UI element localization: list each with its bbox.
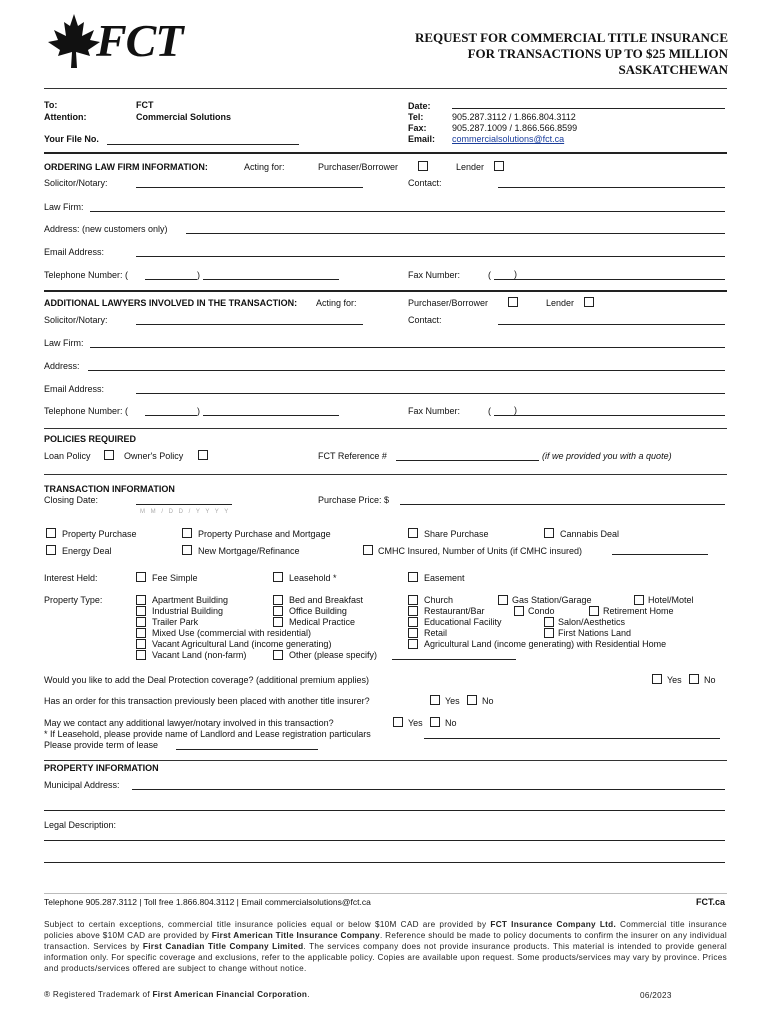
property-purchase-checkbox[interactable] xyxy=(46,528,56,538)
medical-checkbox[interactable] xyxy=(273,617,283,627)
energy-deal-checkbox[interactable] xyxy=(46,545,56,555)
to-value: FCT xyxy=(136,100,154,110)
previous-order-no-label: No xyxy=(482,696,494,706)
disclaimer-text-3: . Reference should be made to policy documents to confirm the insurer on any individual transaction. Services by xyxy=(44,931,728,951)
legal-description-field-line2[interactable] xyxy=(44,862,725,863)
section-divider xyxy=(44,152,727,154)
educational-label: Educational Facility xyxy=(424,617,502,627)
transaction-heading: TRANSACTION INFORMATION xyxy=(44,484,175,494)
attention-value: Commercial Solutions xyxy=(136,112,232,122)
ordering-contact-label: Contact: xyxy=(408,178,442,188)
additional-contact-label: Contact: xyxy=(408,315,442,325)
leasehold-checkbox[interactable] xyxy=(273,572,283,582)
deal-protection-yes-label: Yes xyxy=(667,675,682,685)
restaurant-checkbox[interactable] xyxy=(408,606,418,616)
logo-text: FCT xyxy=(96,15,183,66)
footer-site-link[interactable]: FCT.ca xyxy=(695,897,725,907)
tel-value: 905.287.3112 / 1.866.804.3112 xyxy=(452,112,576,122)
disclaimer-company-3: First Canadian Title Company Limited xyxy=(142,942,304,951)
vacant-ag-label: Vacant Agricultural Land (income generating) xyxy=(152,639,332,649)
condo-label: Condo xyxy=(528,606,555,616)
additional-area-code-field[interactable] xyxy=(145,415,197,416)
purchase-price-field[interactable] xyxy=(400,504,725,505)
retail-label: Retail xyxy=(424,628,448,638)
ordering-law-firm-field[interactable] xyxy=(90,211,725,212)
header-divider xyxy=(44,88,727,89)
additional-contact-field[interactable] xyxy=(498,324,725,325)
additional-purchaser-checkbox[interactable] xyxy=(508,297,518,307)
deal-protection-question: Would you like to add the Deal Protection coverage? (additional premium applies) xyxy=(44,675,370,685)
retirement-label: Retirement Home xyxy=(603,606,674,616)
hotel-label: Hotel/Motel xyxy=(648,595,694,605)
form-title-line1: REQUEST FOR COMMERCIAL TITLE INSURANCE xyxy=(414,30,728,45)
additional-acting-for: Acting for: xyxy=(316,298,357,308)
previous-order-no-checkbox[interactable] xyxy=(467,695,477,705)
ordering-contact-field[interactable] xyxy=(498,187,725,188)
share-purchase-label: Share Purchase xyxy=(424,529,489,539)
condo-checkbox[interactable] xyxy=(514,606,524,616)
retail-checkbox[interactable] xyxy=(408,628,418,638)
medical-label: Medical Practice xyxy=(289,617,356,627)
ordering-law-firm-label: Law Firm: xyxy=(44,202,84,212)
trailer-label: Trailer Park xyxy=(152,617,199,627)
first-nations-label: First Nations Land xyxy=(558,628,632,638)
retirement-checkbox[interactable] xyxy=(589,606,599,616)
vacant-land-checkbox[interactable] xyxy=(136,650,146,660)
restaurant-label: Restaurant/Bar xyxy=(424,606,485,616)
industrial-label: Industrial Building xyxy=(152,606,224,616)
policies-heading: POLICIES REQUIRED xyxy=(44,434,137,444)
apartment-label: Apartment Building xyxy=(152,595,229,605)
property-type-label: Property Type: xyxy=(44,595,103,605)
additional-email-label: Email Address: xyxy=(44,384,105,394)
additional-address-field[interactable] xyxy=(88,370,725,371)
other-specify-field[interactable] xyxy=(392,659,516,660)
leasehold-note: * If Leasehold, please provide name of Landlord and Lease registration particulars xyxy=(44,729,371,739)
bed-breakfast-checkbox[interactable] xyxy=(273,595,283,605)
contact-lawyer-no-checkbox[interactable] xyxy=(430,717,440,727)
vacant-land-label: Vacant Land (non-farm) xyxy=(152,650,247,660)
additional-lender-checkbox[interactable] xyxy=(584,297,594,307)
additional-solicitor-label: Solicitor/Notary: xyxy=(44,315,108,325)
educational-checkbox[interactable] xyxy=(408,617,418,627)
easement-label: Easement xyxy=(424,573,465,583)
trademark-company: First American Financial Corporation xyxy=(152,990,308,999)
property-heading: PROPERTY INFORMATION xyxy=(44,763,159,773)
ordering-email-field[interactable] xyxy=(136,256,725,257)
trademark-prefix: ® Registered Trademark of xyxy=(44,990,150,999)
additional-fax-paren-close: ) xyxy=(514,405,517,415)
fax-value: 905.287.1009 / 1.866.566.8599 xyxy=(452,123,578,133)
disclaimer-text-2: Commercial title insurance policies above $10M CAD are provided by xyxy=(44,920,728,940)
file-no-label: Your File No. xyxy=(44,134,99,144)
footer-date: 06/2023 xyxy=(640,991,672,1000)
maple-leaf-icon xyxy=(44,12,104,72)
legal-description-label: Legal Description: xyxy=(44,820,117,830)
ordering-heading: ORDERING LAW FIRM INFORMATION: xyxy=(44,162,208,172)
interest-held-label: Interest Held: xyxy=(44,573,98,583)
ordering-paren: ) xyxy=(197,270,200,280)
property-purchase-mortgage-checkbox[interactable] xyxy=(182,528,192,538)
additional-address-label: Address: xyxy=(44,361,80,371)
disclaimer-text-4: . The services company does not provide insurance products. This material is intended to provide general information only. For specific coverage and exclusions, refer to the applicable policy. Copies are available upon request. Some products/services may vary by province. Prices and products/services offered are subject to change without notice. xyxy=(44,942,728,973)
disclaimer-text-1: Subject to certain exceptions, commercial title insurance policies equal or below $10M CAD are provided by xyxy=(44,920,487,929)
form-title-line3: SASKATCHEWAN xyxy=(618,62,728,77)
additional-solicitor-field[interactable] xyxy=(136,324,363,325)
ordering-solicitor-label: Solicitor/Notary: xyxy=(44,178,108,188)
church-checkbox[interactable] xyxy=(408,595,418,605)
gas-station-label: Gas Station/Garage xyxy=(512,595,592,605)
ordering-telephone-label: Telephone Number: ( xyxy=(44,270,129,280)
purchase-price-label: Purchase Price: $ xyxy=(318,495,390,505)
ordering-purchaser-label: Purchaser/Borrower xyxy=(318,162,399,172)
file-no-field[interactable] xyxy=(107,144,299,145)
leasehold-label: Leasehold * xyxy=(289,573,337,583)
additional-purchaser-label: Purchaser/Borrower xyxy=(408,298,489,308)
church-label: Church xyxy=(424,595,454,605)
previous-order-yes-checkbox[interactable] xyxy=(430,695,440,705)
municipal-address-field[interactable] xyxy=(132,789,725,790)
section-divider xyxy=(44,474,727,475)
contact-lawyer-yes-label: Yes xyxy=(408,718,423,728)
additional-heading: ADDITIONAL LAWYERS INVOLVED IN THE TRANSACTION: xyxy=(44,298,298,308)
gas-station-checkbox[interactable] xyxy=(498,595,508,605)
hotel-checkbox[interactable] xyxy=(634,595,644,605)
additional-law-firm-field[interactable] xyxy=(90,347,725,348)
ordering-fax-field[interactable] xyxy=(494,279,725,280)
fee-simple-checkbox[interactable] xyxy=(136,572,146,582)
deal-protection-no-label: No xyxy=(704,675,716,685)
ordering-fax-label: Fax Number: xyxy=(408,270,461,280)
fct-logo xyxy=(44,12,214,72)
additional-law-firm-label: Law Firm: xyxy=(44,338,84,348)
ordering-purchaser-checkbox[interactable] xyxy=(418,161,428,171)
lease-term-label: Please provide term of lease xyxy=(44,740,159,750)
additional-telephone-label: Telephone Number: ( xyxy=(44,406,129,416)
cmhc-label: CMHC Insured, Number of Units (if CMHC insured) xyxy=(378,546,583,556)
additional-fax-label: Fax Number: xyxy=(408,406,461,416)
additional-fax-paren-open: ( xyxy=(488,406,491,416)
property-purchase-mortgage-label: Property Purchase and Mortgage xyxy=(198,529,331,539)
ordering-address-label: Address: (new customers only) xyxy=(44,224,168,234)
form-title-line2: FOR TRANSACTIONS UP TO $25 MILLION xyxy=(467,46,728,61)
fct-reference-note: (if we provided you with a quote) xyxy=(542,451,672,461)
municipal-address-label: Municipal Address: xyxy=(44,780,120,790)
other-checkbox[interactable] xyxy=(273,650,283,660)
office-checkbox[interactable] xyxy=(273,606,283,616)
leasehold-particulars-field[interactable] xyxy=(424,738,720,739)
vacant-ag-checkbox[interactable] xyxy=(136,639,146,649)
legal-description-field[interactable] xyxy=(44,840,725,841)
previous-order-yes-label: Yes xyxy=(445,696,460,706)
ordering-lender-checkbox[interactable] xyxy=(494,161,504,171)
fct-reference-label: FCT Reference # xyxy=(318,451,387,461)
additional-fax-field[interactable] xyxy=(494,415,725,416)
contact-lawyer-question: May we contact any additional lawyer/notary involved in this transaction? xyxy=(44,718,334,728)
new-mortgage-checkbox[interactable] xyxy=(182,545,192,555)
new-mortgage-label: New Mortgage/Refinance xyxy=(198,546,300,556)
owner-policy-checkbox[interactable] xyxy=(198,450,208,460)
tel-label: Tel: xyxy=(408,112,424,122)
deal-protection-no-checkbox[interactable] xyxy=(689,674,699,684)
contact-lawyer-no-label: No xyxy=(445,718,457,728)
cmhc-units-field[interactable] xyxy=(612,554,708,555)
contact-lawyer-yes-checkbox[interactable] xyxy=(393,717,403,727)
footer-divider xyxy=(44,893,727,894)
fee-simple-label: Fee Simple xyxy=(152,573,198,583)
ordering-telephone-field[interactable] xyxy=(203,279,339,280)
salon-label: Salon/Aesthetics xyxy=(558,617,626,627)
energy-deal-label: Energy Deal xyxy=(62,546,112,556)
section-divider xyxy=(44,760,727,761)
ordering-fax-paren-close: ) xyxy=(514,269,517,279)
ag-residential-checkbox[interactable] xyxy=(408,639,418,649)
cmhc-checkbox[interactable] xyxy=(363,545,373,555)
closing-date-placeholder: M M / D D / Y Y Y Y xyxy=(140,509,231,515)
ag-residential-label: Agricultural Land (income generating) with Residential Home xyxy=(424,639,667,649)
first-nations-checkbox[interactable] xyxy=(544,628,554,638)
cannabis-deal-checkbox[interactable] xyxy=(544,528,554,538)
section-divider xyxy=(44,290,727,292)
trademark-line xyxy=(44,989,310,1000)
closing-date-field[interactable] xyxy=(136,504,232,505)
ordering-address-field[interactable] xyxy=(186,233,725,234)
additional-telephone-field[interactable] xyxy=(203,415,339,416)
previous-order-question: Has an order for this transaction previously been placed with another title insurer? xyxy=(44,696,370,706)
property-purchase-label: Property Purchase xyxy=(62,529,137,539)
trademark-suffix: . xyxy=(307,990,310,999)
municipal-address-field-line2[interactable] xyxy=(44,810,725,811)
ordering-email-label: Email Address: xyxy=(44,247,105,257)
ordering-fax-paren-open: ( xyxy=(488,270,491,280)
loan-policy-label: Loan Policy xyxy=(44,451,91,461)
date-label: Date: xyxy=(408,101,431,111)
fax-label: Fax: xyxy=(408,123,427,133)
easement-checkbox[interactable] xyxy=(408,572,418,582)
section-divider xyxy=(44,428,727,429)
ordering-solicitor-field[interactable] xyxy=(136,187,363,188)
owner-policy-label: Owner's Policy xyxy=(124,451,184,461)
share-purchase-checkbox[interactable] xyxy=(408,528,418,538)
mixed-use-label: Mixed Use (commercial with residential) xyxy=(152,628,312,638)
apartment-checkbox[interactable] xyxy=(136,595,146,605)
salon-checkbox[interactable] xyxy=(544,617,554,627)
fct-reference-field[interactable] xyxy=(396,460,539,461)
office-label: Office Building xyxy=(289,606,347,616)
lease-term-field[interactable] xyxy=(176,749,318,750)
additional-email-field[interactable] xyxy=(136,393,725,394)
trailer-checkbox[interactable] xyxy=(136,617,146,627)
loan-policy-checkbox[interactable] xyxy=(104,450,114,460)
deal-protection-yes-checkbox[interactable] xyxy=(652,674,662,684)
email-link[interactable]: commercialsolutions@fct.ca xyxy=(452,134,565,144)
footer-disclaimer xyxy=(44,919,727,974)
disclaimer-company-2: First American Title Insurance Company xyxy=(211,931,380,940)
ordering-acting-for: Acting for: xyxy=(244,162,285,172)
attention-label: Attention: xyxy=(44,112,87,122)
ordering-lender-label: Lender xyxy=(456,162,485,172)
bed-breakfast-label: Bed and Breakfast xyxy=(289,595,364,605)
additional-lender-label: Lender xyxy=(546,298,575,308)
date-field[interactable] xyxy=(452,108,725,109)
email-label: Email: xyxy=(408,134,436,144)
mixed-use-checkbox[interactable] xyxy=(136,628,146,638)
additional-paren: ) xyxy=(197,406,200,416)
cannabis-deal-label: Cannabis Deal xyxy=(560,529,620,539)
footer-contact-line: Telephone 905.287.3112 | Toll free 1.866.804.3112 | Email commercialsolutions@fct.ca xyxy=(44,897,371,907)
ordering-area-code-field[interactable] xyxy=(145,279,197,280)
disclaimer-company-1: FCT Insurance Company Ltd. xyxy=(490,920,617,929)
other-label: Other (please specify) xyxy=(289,650,378,660)
to-label: To: xyxy=(44,100,58,110)
closing-date-label: Closing Date: xyxy=(44,495,99,505)
industrial-checkbox[interactable] xyxy=(136,606,146,616)
